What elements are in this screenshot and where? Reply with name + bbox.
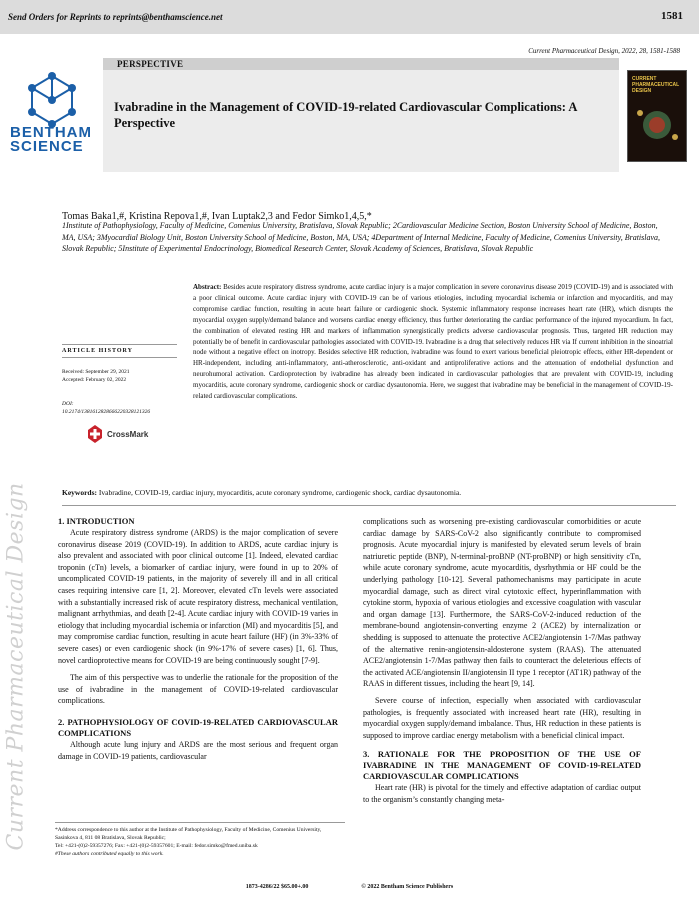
- crossmark-badge[interactable]: [86, 424, 156, 446]
- doi-link[interactable]: 10.2174/1381612828666220328121326: [62, 409, 151, 415]
- abstract-label: Abstract:: [193, 283, 222, 291]
- cover-title: CURRENT PHARMACEUTICAL DESIGN: [632, 76, 680, 94]
- doi-block: [62, 400, 150, 416]
- patho-paragraph-2: complications such as worsening pre-existing cardiovascular comorbidities or acute cardiac damage by SARS-CoV-2 also significantly contribute to compromised prognosis. Acute myocardial injury is manifested by elevated serum levels of brain natriuretic peptide (BNP), N-terminal-proBNP (NT-proBNP) or high sensitivity cTn, while acute coronary syndrome, acute myocarditis, dysrhythmia or HF could be the underlying pathology [10-12]. Several pathomechanisms may participate in acute myocardial damage, such as direct viral cytotoxic effect, hyperinflammation with cytokine storm, hypoxia of various etiologies and excessive coagulation with vascular and organ damage [13]. Furthermore, the SARS-CoV-2-induced reduction of the membrane-bound angiotensin-converting enzyme 2 (ACE2) by internalization or shedding is supposed to attenuate the protective ACE2/angiotensin 1-7/Mas pathway of the alternative renin-angiotensin-aldosterone system (RAAS). The attenuated ACE2/angiotensin 1-7/Mas pathway then fails to counteract the deleterious effects of the activated ACE/angiotensin II/angiotensin II type 1 receptor (AT1R) pathway of the RAAS in different tissues, including the heart [9, 14].: [363, 517, 641, 689]
- article-title: Ivabradine in the Management of COVID-19-related Cardiovascular Complications: A Perspective: [114, 100, 577, 130]
- affiliations: 1Institute of Pathophysiology, Faculty of Medicine, Comenius University, Bratislava, Slovak Republic; 2Cardiovascular Medicine Section, Boston University School of Medicine, Boston, MA, USA; 3Myocardial Biology Unit, Boston University School of Medicine, Boston, MA, USA; 4Department of Internal Medicine, Faculty of Medicine, Comenius University, Bratislava, Slovak Republic; 5Institute of Experimental Endocrinology, Biomedical Research Center, Slovak Academy of Sciences, Bratislava, Slovak Republic: [62, 221, 661, 253]
- footnotes: [55, 826, 345, 858]
- equal-contribution-note: #These authors contributed equally to this work.: [55, 851, 164, 857]
- logo-text-bentham: BENTHAM: [10, 124, 92, 141]
- page-footer: [0, 884, 699, 890]
- doi-label: DOI:: [62, 401, 74, 407]
- logo-text-science: SCIENCE: [10, 138, 84, 155]
- correspondence-contact: Tel: +421-(0)2-59357276; Fax: +421-(0)2-59357601; E-mail: fedor.simko@fmed.uniba.sk: [55, 843, 258, 849]
- journal-cover: [627, 70, 687, 162]
- section-divider: [62, 505, 676, 506]
- author-list: Tomas Baka1,#, Kristina Repova1,#, Ivan Luptak2,3 and Fedor Simko1,4,5,*: [62, 211, 372, 222]
- keywords: [62, 488, 672, 497]
- abstract-text: Besides acute respiratory distress syndrome, acute cardiac injury is a major complication in severe coronavirus disease 2019 (COVID-19) and is associated with a poor clinical outcome. Acute cardiac injury with COVID-19 can be of various etiologies, including myocardial ischemia or infarction and myocarditis, and may compromise cardiac function, resulting in acute heart failure or cardiogenic shock. Systemic inflammatory response increases heart rate (HR), which disrupts the myocardial oxygen supply/demand balance and worsens cardiac energy efficiency, thus further deteriorating the cardiac performance of the injured myocardium. In fact, the combination of elevated resting HR and markers of inflammation synergistically predicts adverse cardiovascular prognosis. Thus, targeted HR reduction may potentially be of benefit in cardiovascular pathologies associated with COVID-19. Ivabradine is a drug that selectively reduces HR via If current inhibition in the sinoatrial node without a negative effect on inotropy. Besides selective HR reduction, ivabradine was found to exert various beneficial pleiotropic effects, either HR-dependent or HR-independent, including anti-inflammatory, anti-atherosclerotic, anti-oxidant and antiproliferative actions and the attenuation of endothelial dysfunction and neurohumoral activation. Cardioprotection by ivabradine has already been indicated in cardiovascular pathologies that are prevalent with COVID-19, including myocarditis, acute coronary syndrome, cardiogenic shock or cardiac dysautonomia. Here, we suggest that ivabradine may be beneficial in the management of COVID-19-related cardiovascular complications.: [193, 283, 673, 401]
- article-type: PERSPECTIVE: [117, 59, 184, 69]
- cover-art-icon: [628, 99, 686, 149]
- crossmark-label: CrossMark: [107, 430, 149, 439]
- article-history-heading: ARTICLE HISTORY: [62, 344, 177, 358]
- heading-introduction: 1. INTRODUCTION: [58, 516, 135, 526]
- journal-citation: Current Pharmaceutical Design, 2022, 28, 1581-1588: [528, 47, 680, 55]
- heading-pathophysiology: 2. PATHOPHYSIOLOGY OF COVID-19-RELATED CARDIOVASCULAR COMPLICATIONS: [58, 716, 338, 738]
- abstract: [193, 282, 673, 402]
- patho-paragraph-1: Although acute lung injury and ARDS are the most serious and frequent organ damage in COVID-19 patients, cardiovascular: [58, 739, 338, 761]
- page-number: 1581: [661, 10, 683, 22]
- issn: 1873-4286/22 $65.00+.00: [245, 884, 309, 890]
- article-dates: [62, 368, 130, 384]
- footnote-rule: [55, 822, 345, 823]
- rationale-paragraph-1: Heart rate (HR) is pivotal for the timely and effective adaptation of cardiac output to the organism’s constantly changing meta-: [363, 783, 641, 804]
- logo-wordmark: [10, 126, 92, 154]
- intro-paragraph-2: The aim of this perspective was to underlie the rationale for the proposition of the use of ivabradine in the management of COVID-19-related cardiovascular complications.: [58, 673, 338, 706]
- reprint-notice: Send Orders for Reprints to reprints@benthamscience.net: [8, 12, 223, 22]
- accepted-date: Accepted: February 02, 2022: [62, 377, 127, 383]
- left-column: [58, 516, 338, 762]
- received-date: Received: September 29, 2021: [62, 369, 130, 375]
- patho-paragraph-3: Severe course of infection, especially when associated with cardiovascular pathologies, is frequently associated with increased heart rate (HR), resulting in myocardial oxygen supply/demand imbalance. Thus, HR reduction in these patients is supposed to improve cardiac energy metabolism with a beneficial clinical impact.: [363, 695, 641, 740]
- crossmark-icon: [86, 424, 104, 444]
- keywords-text: Ivabradine, COVID-19, cardiac injury, myocarditis, acute coronary syndrome, cardiogenic shock, cardiac dysautonomia.: [97, 488, 462, 497]
- heading-rationale: 3. RATIONALE FOR THE PROPOSITION OF THE USE OF IVABRADINE IN THE MANAGEMENT OF COVID-19-RELATED CARDIOVASCULAR COMPLICATIONS: [363, 749, 641, 782]
- copyright: © 2022 Bentham Science Publishers: [361, 884, 454, 890]
- intro-paragraph-1: Acute respiratory distress syndrome (ARDS) is the major complication of severe coronavirus disease 2019 (COVID-19). In addition to ARDS, acute cardiac injury is also prevalent and associated with poor clinical outcome [1]. Indeed, elevated cardiac troponin (cTn) levels, a biomarker of cardiac injury, were found in up to 20% of uncomplicated COVID-19 patients, in the majority of severely ill and in all critical cases requiring intensive care [1, 2]. Moreover, elevated cTn levels were associated with a substantially increased risk of acute respiratory distress, mechanical ventilation, malignant arrhythmias, and death [2-4]. Acute cardiac injury with COVID-19 varies in etiology that including myocardial ischemia or infarction (MI) and myocarditis [5], and may compromise cardiac function, resulting in acute heart failure (HF) (in 3%-33% of severe cases) or even cardiogenic shock (in 9%-17% of severe cases) [1, 6]. Thus, novel cardioprotective means for COVID-19 are being continuously sought [7-9].: [58, 528, 338, 665]
- right-column: [363, 516, 641, 805]
- correspondence-address: *Address correspondence to this author at the Institute of Pathophysiology, Faculty of Medicine, Comenius University, Sasinkova 4, 811 08 Bratislava, Slovak Republic;: [55, 827, 322, 841]
- side-journal-title: Current Pharmaceutical Design: [3, 482, 29, 851]
- keywords-label: Keywords:: [62, 488, 97, 497]
